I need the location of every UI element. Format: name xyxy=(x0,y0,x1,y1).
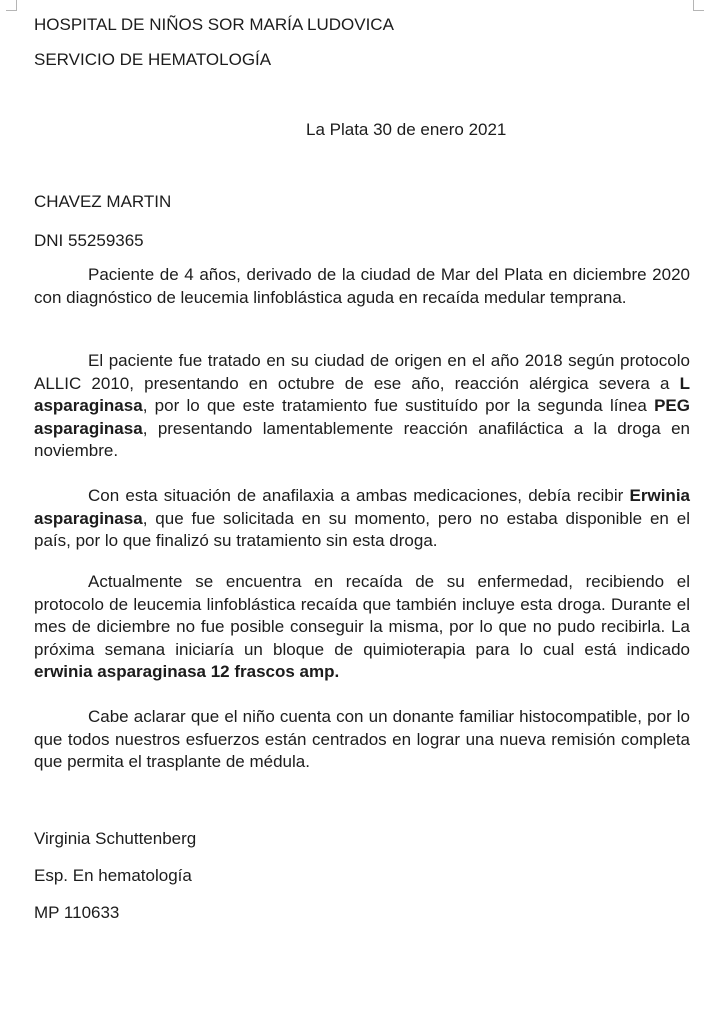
paragraph-diagnosis-text: Paciente de 4 años, derivado de la ciudad de Mar del Plata en diciembre 2020 con diagnóstico de leucemia linfoblástica aguda en recaída medular temprana. xyxy=(34,265,690,307)
p3-text-a: Con esta situación de anafilaxia a ambas medicaciones, debía recibir xyxy=(88,486,630,505)
drug-l-asparaginasa: L asparaginasa xyxy=(34,373,690,415)
p4-text-a: Actualmente se encuentra en recaída de su enfermedad, recibiendo el protocolo de leucemia linfoblástica recaída que también incluye esta droga. Durante el mes de diciembre no fue posible conseguir la misma, por lo que no pudo recibirla. La próxima semana iniciaría un bloque de quimioterapia para lo cual está indicado xyxy=(34,572,690,659)
page-corner-mark-left xyxy=(6,0,17,11)
paragraph-current-status xyxy=(34,571,690,684)
hospital-name: HOSPITAL DE NIÑOS SOR MARÍA LUDOVICA xyxy=(34,15,394,34)
paragraph-transplant xyxy=(34,706,690,774)
p2-text-c: , por lo que este tratamiento fue sustituído por la segunda línea xyxy=(142,396,655,415)
paragraph-transplant-text: Cabe aclarar que el niño cuenta con un donante familiar histocompatible, por lo que todos nuestros esfuerzos están centrados en lograr una nueva remisión completa que permita el trasplante de médula. xyxy=(34,707,690,771)
paragraph-anaphylaxis xyxy=(34,485,690,553)
paragraph-treatment-history xyxy=(34,350,690,463)
page-corner-mark-right xyxy=(693,0,704,11)
drug-peg-asparaginasa: PEG asparaginasa xyxy=(34,396,690,438)
service-name: SERVICIO DE HEMATOLOGÍA xyxy=(34,50,272,69)
signature-license: MP 110633 xyxy=(34,903,120,922)
signature-title: Esp. En hematología xyxy=(34,866,192,885)
patient-name: CHAVEZ MARTIN xyxy=(34,192,172,211)
patient-dni: DNI 55259365 xyxy=(34,231,144,250)
p2-text-e: , presentando lamentablemente reacción anafiláctica a la droga en noviembre. xyxy=(34,418,690,460)
p3-text-c: , que fue solicitada en su momento, pero no estaba disponible en el país, por lo que finalizó su tratamiento sin esta droga. xyxy=(34,508,690,550)
paragraph-diagnosis xyxy=(34,264,690,309)
letter-date: La Plata 30 de enero 2021 xyxy=(306,120,507,139)
signature-name: Virginia Schuttenberg xyxy=(34,829,197,848)
drug-request: erwinia asparaginasa 12 frascos amp. xyxy=(34,662,340,681)
drug-erwinia-asparaginasa: Erwinia asparaginasa xyxy=(34,486,690,528)
p2-text-a: El paciente fue tratado en su ciudad de origen en el año 2018 según protocolo ALLIC 2010, presentando en octubre de ese año, reacción alérgica severa a xyxy=(34,351,690,393)
